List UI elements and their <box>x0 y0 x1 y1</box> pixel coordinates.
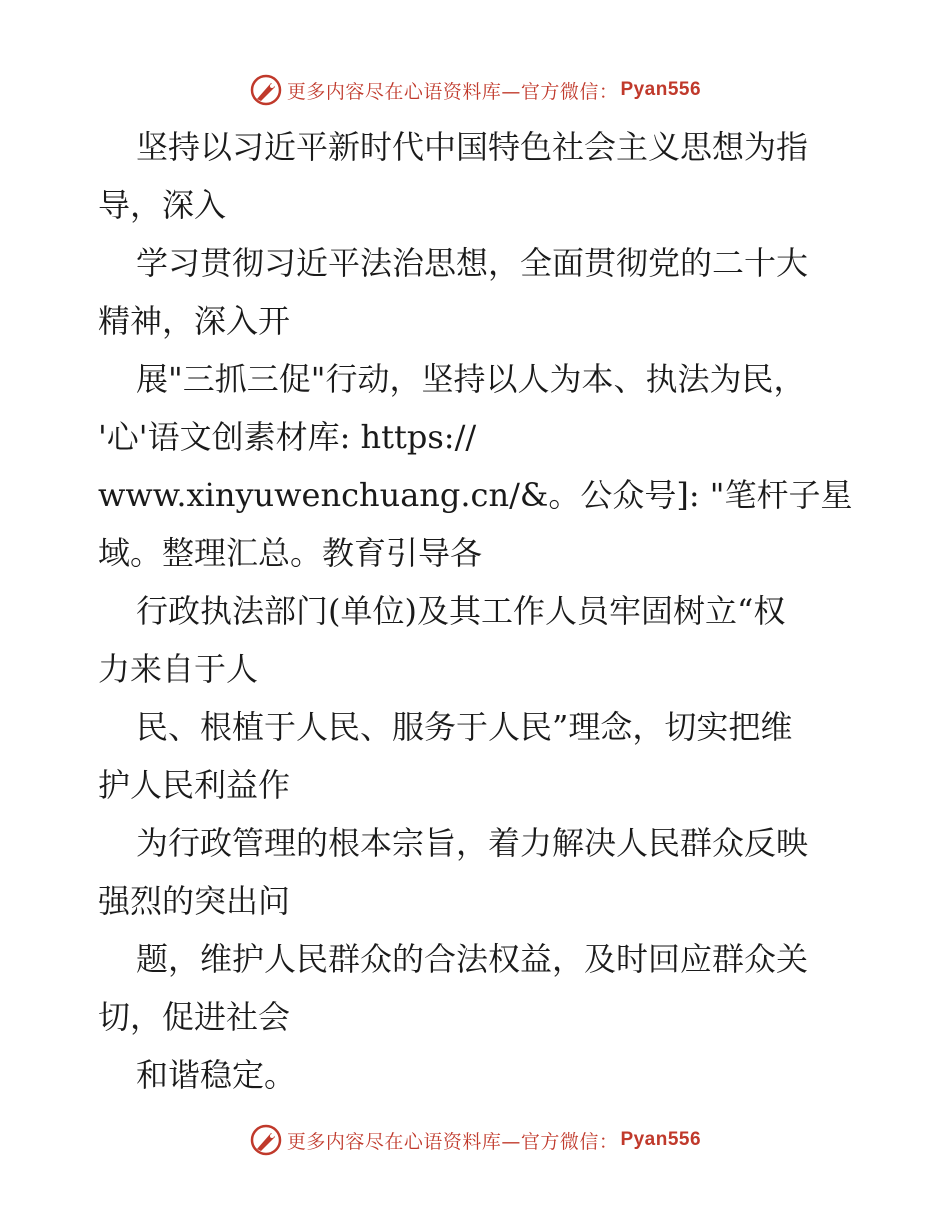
banner-text: 更多内容尽在心语资料库—官方微信： <box>286 80 619 103</box>
document-body <box>98 118 858 1104</box>
text-line: 切，促进社会 <box>98 998 291 1036</box>
text-line: 题，维护人民群众的合法权益，及时回应群众关 <box>136 940 809 978</box>
text-line: 民、根植于人民、服务于人民”理念，切实把维 <box>136 708 793 746</box>
text-line: 和谐稳定。 <box>136 1056 297 1094</box>
text-line: 精神，深入开 <box>98 302 291 340</box>
text-line: 力来自于人 <box>98 650 259 688</box>
text-line: 展"三抓三促"行动，坚持以人为本、执法为民， <box>136 360 806 398</box>
text-line: 行政执法部门(单位)及其工作人员牢固树立“权 <box>136 592 786 630</box>
text-line: 为行政管理的根本宗旨，着力解决人民群众反映 <box>136 824 809 862</box>
banner-text: 更多内容尽在心语资料库—官方微信： <box>286 1130 619 1153</box>
text-line: 导，深入 <box>98 186 227 224</box>
text-line: www.xinyuwenchuang.cn/&。公众号]: "笔杆子星 <box>98 476 853 514</box>
footer-banner <box>0 1120 950 1160</box>
text-line: 护人民利益作 <box>98 766 291 804</box>
text-line: 学习贯彻习近平法治思想，全面贯彻党的二十大 <box>136 244 809 282</box>
pen-nib-logo-icon <box>249 73 283 107</box>
text-line: 坚持以习近平新时代中国特色社会主义思想为指 <box>136 128 809 166</box>
pen-nib-logo-icon <box>249 1123 283 1157</box>
wechat-id: Pyan556 <box>620 79 702 100</box>
wechat-id: Pyan556 <box>620 1129 702 1150</box>
text-line: '心'语文创素材库: https:// <box>98 418 477 456</box>
text-line: 域。整理汇总。教育引导各 <box>98 534 483 572</box>
text-line: 强烈的突出问 <box>98 882 291 920</box>
header-banner <box>0 70 950 110</box>
